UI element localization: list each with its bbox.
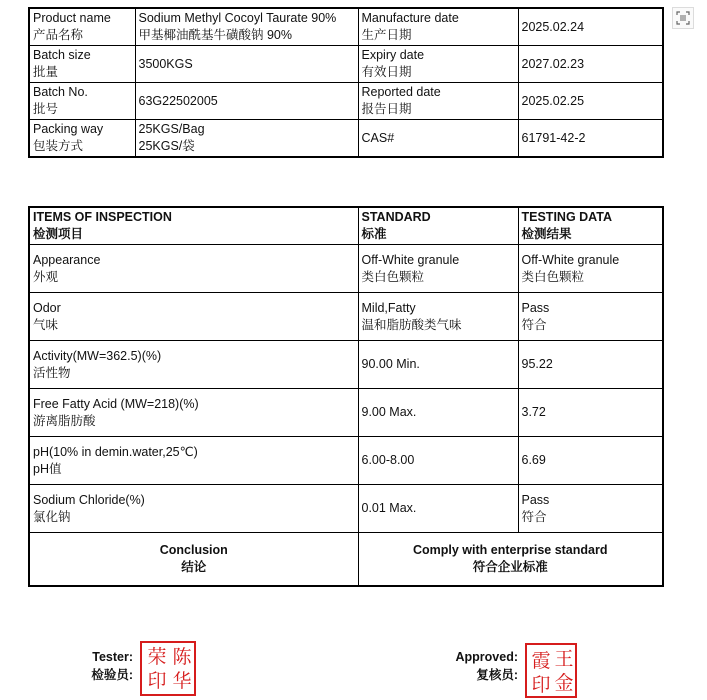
tester-label: Tester: 检验员: [91,650,133,682]
result-cell: Pass 符合 [518,293,663,341]
inspection-row-activity [29,341,663,389]
standard-cell: Mild,Fatty 温和脂肪酸类气味 [358,293,518,341]
result-cell: Off-White granule 类白色颗粒 [518,245,663,293]
tester-seal-stamp: 陈 荣 华 印 [140,641,196,696]
info-label-cell: Product name 产品名称 [29,8,135,46]
item-cell: Appearance 外观 [29,245,358,293]
result-cell: 6.69 [518,437,663,485]
inspection-row-odor [29,293,663,341]
info-row-product-name [29,8,663,46]
product-info-table [28,7,664,158]
info-row-batch-no [29,83,663,120]
info-value-cell: 63G22502005 [135,83,358,120]
standard-cell: Off-White granule 类白色颗粒 [358,245,518,293]
conclusion-value: Comply with enterprise standard 符合企业标准 [358,533,663,587]
standard-cell: 6.00-8.00 [358,437,518,485]
approver-label: Approved: 复核员: [455,650,518,682]
info-label-cell: CAS# [358,120,518,158]
info-label-cell: Batch size 批量 [29,46,135,83]
conclusion-row [29,533,663,587]
inspection-table [28,206,664,587]
info-value-cell: 3500KGS [135,46,358,83]
inspection-row-sodium-chloride [29,485,663,533]
info-label-cell: Expiry date 有效日期 [358,46,518,83]
item-cell: Free Fatty Acid (MW=218)(%) 游离脂肪酸 [29,389,358,437]
info-label-cell: Manufacture date 生产日期 [358,8,518,46]
info-row-packing [29,120,663,158]
result-cell: 95.22 [518,341,663,389]
header-testing-data: TESTING DATA 检测结果 [518,207,663,245]
item-cell: pH(10% in demin.water,25℃) pH值 [29,437,358,485]
info-value-cell: 61791-42-2 [518,120,663,158]
info-value-cell: 2027.02.23 [518,46,663,83]
approver-seal-stamp: 王 霞 金 印 [525,643,577,698]
info-value-cell: 2025.02.25 [518,83,663,120]
item-cell: Activity(MW=362.5)(%) 活性物 [29,341,358,389]
info-label-cell: Reported date 报告日期 [358,83,518,120]
conclusion-label: Conclusion 结论 [29,533,358,587]
header-items: ITEMS OF INSPECTION 检测项目 [29,207,358,245]
inspection-row-ph [29,437,663,485]
qr-scan-icon[interactable] [672,7,694,29]
info-label-cell: Batch No. 批号 [29,83,135,120]
info-value-cell: 2025.02.24 [518,8,663,46]
info-row-batch-size [29,46,663,83]
standard-cell: 90.00 Min. [358,341,518,389]
info-value-cell: 25KGS/Bag 25KGS/袋 [135,120,358,158]
standard-cell: 9.00 Max. [358,389,518,437]
info-value-cell: Sodium Methyl Cocoyl Taurate 90% 甲基椰油酰基牛磺酸钠 90% [135,8,358,46]
item-cell: Odor 气味 [29,293,358,341]
inspection-header-row [29,207,663,245]
standard-cell: 0.01 Max. [358,485,518,533]
inspection-row-appearance [29,245,663,293]
header-standard: STANDARD 标准 [358,207,518,245]
result-cell: Pass 符合 [518,485,663,533]
inspection-row-free-fatty-acid [29,389,663,437]
info-label-cell: Packing way 包装方式 [29,120,135,158]
result-cell: 3.72 [518,389,663,437]
item-cell: Sodium Chloride(%) 氯化钠 [29,485,358,533]
